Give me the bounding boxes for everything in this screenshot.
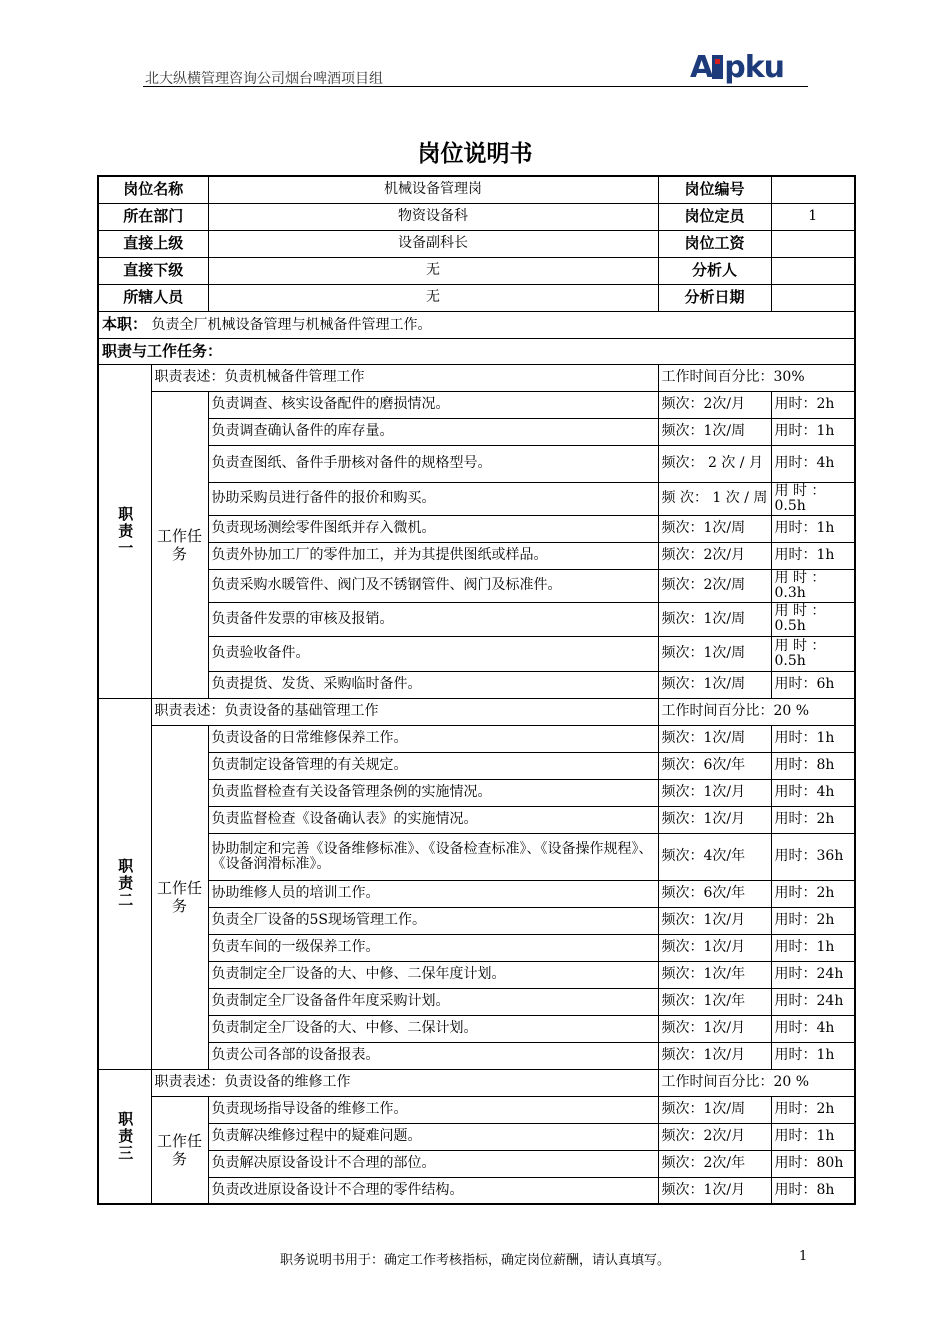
task-text: 负责备件发票的审核及报销。	[208, 602, 658, 636]
task-hours: 用 时 ： 0.3h	[771, 569, 855, 602]
header-divider	[143, 86, 808, 87]
table-row	[98, 1015, 855, 1042]
task-frequency: 频次：1次/月	[658, 779, 771, 806]
label-job-code: 岗位编号	[658, 176, 771, 203]
table-row	[98, 1123, 855, 1150]
task-hours: 用时：8h	[771, 1177, 855, 1204]
task-frequency: 频次：1次/周	[658, 515, 771, 542]
label-dept: 所在部门	[98, 203, 208, 230]
task-frequency: 频次：1次/月	[658, 934, 771, 961]
task-hours: 用时：1h	[771, 934, 855, 961]
label-job-name: 岗位名称	[98, 176, 208, 203]
task-text: 负责车间的一级保养工作。	[208, 934, 658, 961]
value-job-code	[771, 176, 855, 203]
task-hours: 用时：24h	[771, 961, 855, 988]
task-frequency: 频次：1次/月	[658, 1015, 771, 1042]
table-row	[98, 542, 855, 569]
task-hours: 用时：1h	[771, 542, 855, 569]
task-text: 负责制定全厂设备的大、中修、二保年度计划。	[208, 961, 658, 988]
task-text: 负责公司各部的设备报表。	[208, 1042, 658, 1069]
table-row	[98, 671, 855, 698]
table-row	[98, 1042, 855, 1069]
task-frequency: 频次：2次/月	[658, 391, 771, 418]
task-text: 负责制定全厂设备备件年度采购计划。	[208, 988, 658, 1015]
task-frequency: 频次：1次/月	[658, 907, 771, 934]
label-analyst: 分析人	[658, 257, 771, 284]
task-text: 负责监督检查有关设备管理条例的实施情况。	[208, 779, 658, 806]
task-text: 负责解决原设备设计不合理的部位。	[208, 1150, 658, 1177]
task-text: 负责全厂设备的5S现场管理工作。	[208, 907, 658, 934]
task-hours: 用时：4h	[771, 779, 855, 806]
duty-text: 负责全厂机械设备管理与机械备件管理工作。	[151, 316, 432, 333]
table-row	[98, 725, 855, 752]
task-text: 负责提货、发货、采购临时备件。	[208, 671, 658, 698]
task-frequency: 频 次： 1 次 / 周	[658, 482, 771, 515]
label-staff: 所辖人员	[98, 284, 208, 311]
task-hours: 用时：8h	[771, 752, 855, 779]
value-quota: 1	[771, 203, 855, 230]
task-text: 负责制定设备管理的有关规定。	[208, 752, 658, 779]
table-row	[98, 1096, 855, 1123]
value-analysis-date	[771, 284, 855, 311]
task-text: 负责现场测绘零件图纸并存入微机。	[208, 515, 658, 542]
task-frequency: 频次：1次/周	[658, 725, 771, 752]
table-row	[98, 752, 855, 779]
task-hours: 用时：2h	[771, 1096, 855, 1123]
task-frequency: 频次： 2 次 / 月	[658, 445, 771, 482]
task-text: 负责解决维修过程中的疑难问题。	[208, 1123, 658, 1150]
responsibility-percent: 工作时间百分比：20 %	[658, 1069, 855, 1096]
task-hours: 用时：2h	[771, 391, 855, 418]
task-frequency: 频次：6次/年	[658, 752, 771, 779]
value-dept: 物资设备科	[208, 203, 658, 230]
table-row	[98, 934, 855, 961]
page-number: 1	[799, 1249, 808, 1264]
value-salary	[771, 230, 855, 257]
task-hours: 用时：1h	[771, 418, 855, 445]
task-frequency: 频次：2次/月	[658, 542, 771, 569]
task-frequency: 频次：2次/周	[658, 569, 771, 602]
task-frequency: 频次：4次/年	[658, 833, 771, 880]
task-frequency: 频次：1次/周	[658, 636, 771, 671]
responsibility-percent: 工作时间百分比：30%	[658, 364, 855, 391]
value-superior: 设备副科长	[208, 230, 658, 257]
task-hours: 用 时 ： 0.5h	[771, 482, 855, 515]
responsibility-percent: 工作时间百分比：20 %	[658, 698, 855, 725]
task-hours: 用时：24h	[771, 988, 855, 1015]
footer-note: 职务说明书用于：确定工作考核指标，确定岗位薪酬，请认真填写。	[279, 1253, 670, 1268]
task-hours: 用 时 ： 0.5h	[771, 636, 855, 671]
task-text: 负责验收备件。	[208, 636, 658, 671]
section-label: 职责与工作任务：	[98, 338, 855, 364]
task-frequency: 频次：1次/周	[658, 602, 771, 636]
task-hours: 用时：1h	[771, 1042, 855, 1069]
table-row	[98, 806, 855, 833]
table-row	[98, 833, 855, 880]
value-analyst	[771, 257, 855, 284]
task-label: 工作任务	[151, 1096, 208, 1204]
task-hours: 用时：2h	[771, 907, 855, 934]
task-text: 负责采购水暖管件、阀门及不锈钢管件、阀门及标准件。	[208, 569, 658, 602]
responsibility-name: 职责一	[98, 364, 151, 698]
job-description-table	[97, 175, 856, 1205]
responsibility-desc: 职责表述：负责设备的基础管理工作	[151, 698, 658, 725]
task-frequency: 频次：2次/年	[658, 1150, 771, 1177]
task-frequency: 频次：1次/年	[658, 961, 771, 988]
task-hours: 用时：4h	[771, 1015, 855, 1042]
value-staff: 无	[208, 284, 658, 311]
task-text: 负责监督检查《设备确认表》的实施情况。	[208, 806, 658, 833]
task-hours: 用时：1h	[771, 515, 855, 542]
task-hours: 用时：36h	[771, 833, 855, 880]
table-row	[98, 515, 855, 542]
task-frequency: 频次：1次/月	[658, 1177, 771, 1204]
responsibility-name: 职责二	[98, 698, 151, 1069]
label-analysis-date: 分析日期	[658, 284, 771, 311]
table-row	[98, 418, 855, 445]
task-text: 协助采购员进行备件的报价和购买。	[208, 482, 658, 515]
duty-label: 本职：	[102, 314, 148, 333]
task-label: 工作任务	[151, 725, 208, 1069]
table-row	[98, 1150, 855, 1177]
task-text: 负责调查、核实设备配件的磨损情况。	[208, 391, 658, 418]
task-hours: 用时：80h	[771, 1150, 855, 1177]
task-hours: 用 时 ： 0.5h	[771, 602, 855, 636]
header-org: 北大纵横管理咨询公司烟台啤酒项目组	[145, 71, 383, 87]
task-frequency: 频次：2次/月	[658, 1123, 771, 1150]
label-subordinate: 直接下级	[98, 257, 208, 284]
table-row	[98, 391, 855, 418]
value-subordinate: 无	[208, 257, 658, 284]
value-job-name: 机械设备管理岗	[208, 176, 658, 203]
task-frequency: 频次：1次/周	[658, 1096, 771, 1123]
table-row	[98, 779, 855, 806]
label-superior: 直接上级	[98, 230, 208, 257]
task-frequency: 频次：1次/月	[658, 806, 771, 833]
task-text: 负责外协加工厂的零件加工，并为其提供图纸或样品。	[208, 542, 658, 569]
table-row	[98, 988, 855, 1015]
task-hours: 用时：4h	[771, 445, 855, 482]
duty-row	[98, 311, 855, 338]
table-row	[98, 1177, 855, 1204]
task-text: 负责制定全厂设备的大、中修、二保计划。	[208, 1015, 658, 1042]
task-hours: 用时：2h	[771, 880, 855, 907]
table-row	[98, 482, 855, 515]
task-frequency: 频次：1次/周	[658, 418, 771, 445]
task-hours: 用时：1h	[771, 1123, 855, 1150]
table-row	[98, 880, 855, 907]
task-text: 协助维修人员的培训工作。	[208, 880, 658, 907]
task-hours: 用时：1h	[771, 725, 855, 752]
table-row	[98, 636, 855, 671]
task-hours: 用时：2h	[771, 806, 855, 833]
responsibility-desc: 职责表述：负责机械备件管理工作	[151, 364, 658, 391]
task-text: 负责现场指导设备的维修工作。	[208, 1096, 658, 1123]
task-text: 负责查图纸、备件手册核对备件的规格型号。	[208, 445, 658, 482]
label-salary: 岗位工资	[658, 230, 771, 257]
task-label: 工作任务	[151, 391, 208, 698]
page-title: 岗位说明书	[417, 141, 533, 167]
responsibility-name: 职责三	[98, 1069, 151, 1204]
task-text: 协助制定和完善《设备维修标准》、《设备检查标准》、《设备操作规程》、《设备润滑标准》。	[208, 833, 658, 880]
table-row	[98, 907, 855, 934]
task-frequency: 频次：1次/周	[658, 671, 771, 698]
company-logo: A pku	[690, 50, 785, 85]
task-text: 负责设备的日常维修保养工作。	[208, 725, 658, 752]
table-row	[98, 569, 855, 602]
label-quota: 岗位定员	[658, 203, 771, 230]
table-row	[98, 961, 855, 988]
task-frequency: 频次：1次/月	[658, 1042, 771, 1069]
table-row	[98, 445, 855, 482]
task-text: 负责调查确认备件的库存量。	[208, 418, 658, 445]
task-frequency: 频次：6次/年	[658, 880, 771, 907]
task-frequency: 频次：1次/年	[658, 988, 771, 1015]
task-hours: 用时：6h	[771, 671, 855, 698]
task-text: 负责改进原设备设计不合理的零件结构。	[208, 1177, 658, 1204]
table-row	[98, 602, 855, 636]
responsibility-desc: 职责表述：负责设备的维修工作	[151, 1069, 658, 1096]
